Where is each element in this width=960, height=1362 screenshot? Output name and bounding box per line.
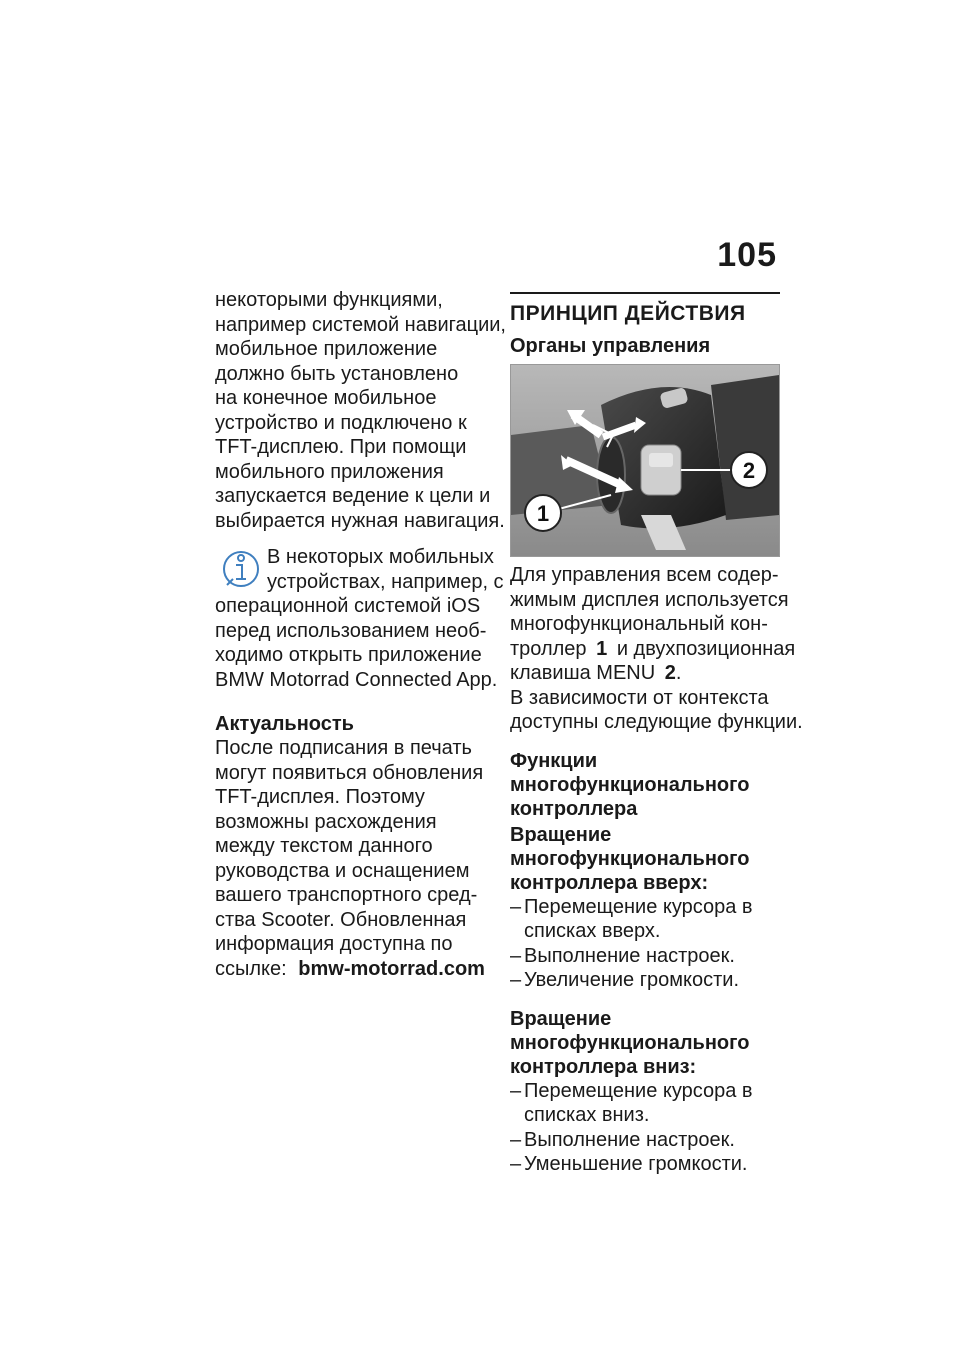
info-icon (219, 545, 263, 589)
heading-line: контроллера вверх: (510, 871, 709, 894)
list-item (510, 968, 780, 993)
text-line (510, 661, 780, 686)
heading-line: многофункционального (510, 847, 750, 870)
handlebar-controls-photo (510, 364, 780, 557)
dash-marker: – (510, 1153, 522, 1175)
dash-marker: – (510, 969, 522, 991)
ref-number-1: 1 (596, 637, 608, 660)
list-item (510, 1152, 780, 1177)
text-line: запускается ведение к цели и (215, 485, 491, 507)
text-line (510, 637, 796, 662)
text-line: После подписания в печать (215, 737, 472, 759)
text-line: жимым дисплея используется (510, 588, 789, 611)
handlebar-illustration (511, 365, 779, 556)
text-line: TFT-дисплея. Поэтому (215, 786, 425, 808)
text-line: ходимо открыть приложение (215, 644, 482, 666)
dash-marker: – (510, 1079, 522, 1102)
item-text: Выполнение настроек. (524, 1128, 735, 1151)
text-line: перед использованием необ- (215, 619, 487, 642)
text-span: . (675, 662, 682, 684)
text-line: информация доступна по (215, 933, 453, 955)
list-item (510, 895, 780, 944)
text-line: должно быть установлено (215, 362, 459, 385)
item-text: Увеличение громкости. (524, 969, 739, 991)
callout-1 (525, 495, 561, 531)
item-text: списках вверх. (524, 920, 661, 942)
item-text: Уменьшение громкости. (524, 1153, 748, 1175)
text-span: троллер (510, 637, 587, 660)
functions-heading (510, 749, 780, 821)
ref-number-2: 2 (664, 662, 676, 684)
section-title: ПРИНЦИП ДЕЙСТВИЯ (510, 292, 780, 326)
item-text: Выполнение настроек. (524, 944, 735, 967)
actuality-paragraph (215, 736, 483, 981)
dash-marker: – (510, 944, 522, 967)
heading-line: Вращение (510, 1007, 612, 1030)
rotate-up-list (510, 895, 780, 993)
text-line: могут появиться обновления (215, 761, 484, 784)
rotate-down-list (510, 1079, 780, 1177)
text-line: некоторыми функциями, (215, 289, 443, 311)
text-line: Для управления всем содер- (510, 564, 779, 586)
heading-line: контроллера (510, 797, 638, 820)
text-line: руководства и оснащением (215, 859, 470, 882)
text-line: TFT-дисплею. При помощи (215, 436, 467, 458)
left-column (215, 288, 506, 981)
info-note (215, 545, 504, 692)
text-line: В некоторых мобильных (267, 546, 494, 568)
heading-line: Вращение (510, 823, 612, 846)
right-column (510, 288, 803, 1177)
heading-line: многофункционального (510, 1031, 750, 1054)
item-text: Перемещение курсора в (524, 895, 753, 918)
list-item (510, 1128, 780, 1153)
text-line: доступны следующие функции. (510, 711, 803, 733)
text-line: устройство и подключено к (215, 411, 467, 434)
text-line: многофункциональный кон- (510, 613, 768, 635)
rotate-up-heading (510, 823, 780, 895)
intro-paragraph (215, 288, 506, 533)
callout-1-label: 1 (536, 501, 550, 526)
text-line: ства Scooter. Обновленная (215, 908, 467, 931)
text-line: мобильного приложения (215, 460, 444, 483)
link-line (215, 957, 483, 982)
description-paragraph (510, 563, 803, 735)
text-line: на конечное мобильное (215, 387, 437, 409)
text-line: например системой навигации, (215, 313, 506, 336)
text-line: BMW Motorrad Connected App. (215, 668, 498, 691)
heading-line: Функции (510, 749, 598, 772)
rotate-down-heading (510, 1007, 780, 1079)
actuality-heading: Актуальность (215, 713, 354, 735)
text-span: клавиша MENU (510, 662, 656, 684)
dash-marker: – (510, 895, 522, 918)
heading-line: контроллера вниз: (510, 1055, 697, 1078)
text-span: и двухпозиционная (616, 637, 796, 660)
callout-2 (731, 452, 767, 488)
heading-line: многофункционального (510, 773, 750, 796)
callout-2-label: 2 (742, 458, 756, 483)
item-text: списках вниз. (524, 1104, 650, 1126)
link-prefix: ссылке: (215, 957, 287, 980)
text-line: между текстом данного (215, 835, 433, 857)
text-line: операционной системой iOS (215, 595, 481, 617)
text-line: В зависимости от контекста (510, 686, 769, 709)
dash-marker: – (510, 1128, 522, 1151)
text-line: мобильное приложение (215, 338, 438, 360)
text-line: устройствах, например, с (267, 570, 504, 593)
text-line: возможны расхождения (215, 810, 437, 833)
controls-heading: Органы управления (510, 335, 711, 357)
text-line: вашего транспортного сред- (215, 884, 478, 906)
text-line: выбирается нужная навигация. (215, 509, 505, 532)
website-link[interactable]: bmw-motorrad.com (298, 957, 485, 980)
list-item (510, 1079, 780, 1128)
item-text: Перемещение курсора в (524, 1079, 753, 1102)
page-number: 105 (717, 236, 777, 274)
list-item (510, 944, 780, 969)
